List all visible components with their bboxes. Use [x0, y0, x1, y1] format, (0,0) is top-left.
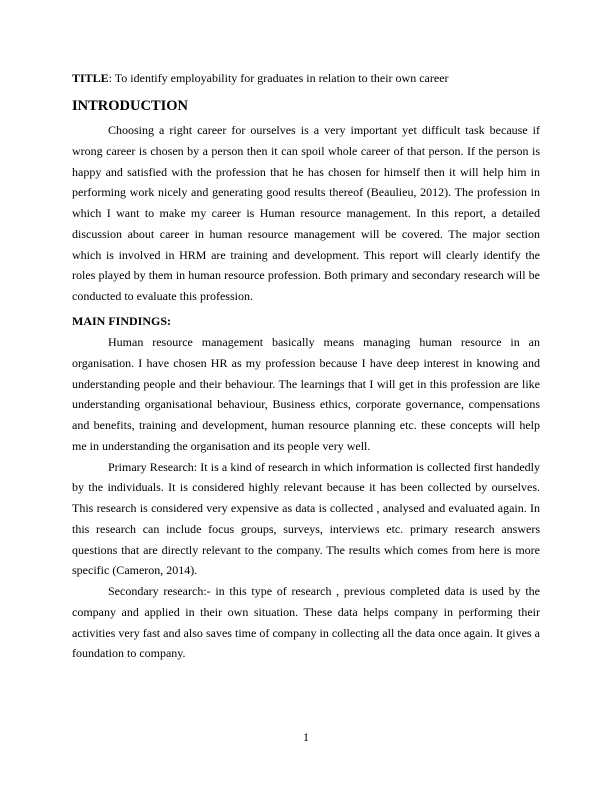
- text-line: foundation to company.: [72, 646, 186, 661]
- title-label: TITLE: [72, 71, 109, 85]
- text-line: which is involved in HRM are training and development. This report will clearly identify the: [72, 247, 540, 262]
- text-line: conducted to evaluate this profession.: [72, 289, 253, 303]
- text-line: questions that are directly relevant to the company. The results which comes from here is more: [72, 542, 540, 557]
- text-line: This research is considered very expensive as data is collected , analysed and evaluated again. In: [72, 501, 540, 515]
- document-title: [72, 70, 540, 86]
- page-number: 1: [303, 730, 309, 744]
- findings-paragraph-primary-research: [72, 457, 540, 582]
- text-line: understanding organisational behaviour, Business ethics, corporate governance, compensations: [72, 397, 540, 412]
- findings-paragraph-hr: [72, 332, 540, 457]
- introduction-heading: INTRODUCTION: [72, 98, 189, 114]
- text-line: roles played by them in human resource profession. Both primary and secondary research will be: [72, 268, 540, 283]
- introduction-paragraph: [72, 120, 540, 307]
- text-line: understanding people and their behaviour. The learnings that I will get in this profession are like: [72, 376, 540, 391]
- text-line: me in understanding the organisation and its people very well.: [72, 438, 371, 453]
- text-line: wrong career is chosen by a person then it can spoil whole career of that person. If the person is: [72, 143, 540, 158]
- main-findings-heading: MAIN FINDINGS:: [72, 314, 171, 328]
- title-text: : To identify employability for graduates in relation to their own career: [108, 71, 449, 85]
- text-line: Secondary research:- in this type of research , previous completed data is used by the: [108, 584, 540, 598]
- text-line: performing work nicely and generating good results thereof (Beaulieu, 2012). The profession in: [72, 185, 540, 200]
- text-line: and benefits, training and development, human resource planning etc. these concepts will help: [72, 418, 540, 432]
- text-line: by the individuals. It is considered highly relevant because it has been collected by ourselves.: [72, 480, 540, 495]
- text-line: company and applied in their own situation. These data helps company in performing their: [72, 604, 540, 619]
- text-line: discussion about career in human resource management will be covered. The major section: [72, 226, 540, 241]
- text-line: Choosing a right career for ourselves is a very important yet difficult task because if: [108, 123, 540, 137]
- text-line: this research can include focus groups, surveys, interviews etc. primary research answers: [72, 521, 540, 536]
- text-line: happy and satisfied with the profession that he has chosen for himself then it will help him in: [72, 164, 540, 179]
- text-line: organisation. I have chosen HR as my profession because I have deep interest in knowing and: [72, 355, 540, 370]
- text-line: which I want to make my career is Human resource management. In this report, a detailed: [72, 206, 540, 220]
- text-line: Human resource management basically means managing human resource in an: [108, 335, 540, 349]
- text-line: Primary Research: It is a kind of research in which information is collected first handedly: [108, 459, 540, 474]
- findings-paragraph-secondary-research: [72, 581, 540, 664]
- text-line: specific (Cameron, 2014).: [72, 563, 198, 578]
- text-line: activities very fast and also saves time of company in collecting all the data once again. It gives a: [72, 625, 540, 640]
